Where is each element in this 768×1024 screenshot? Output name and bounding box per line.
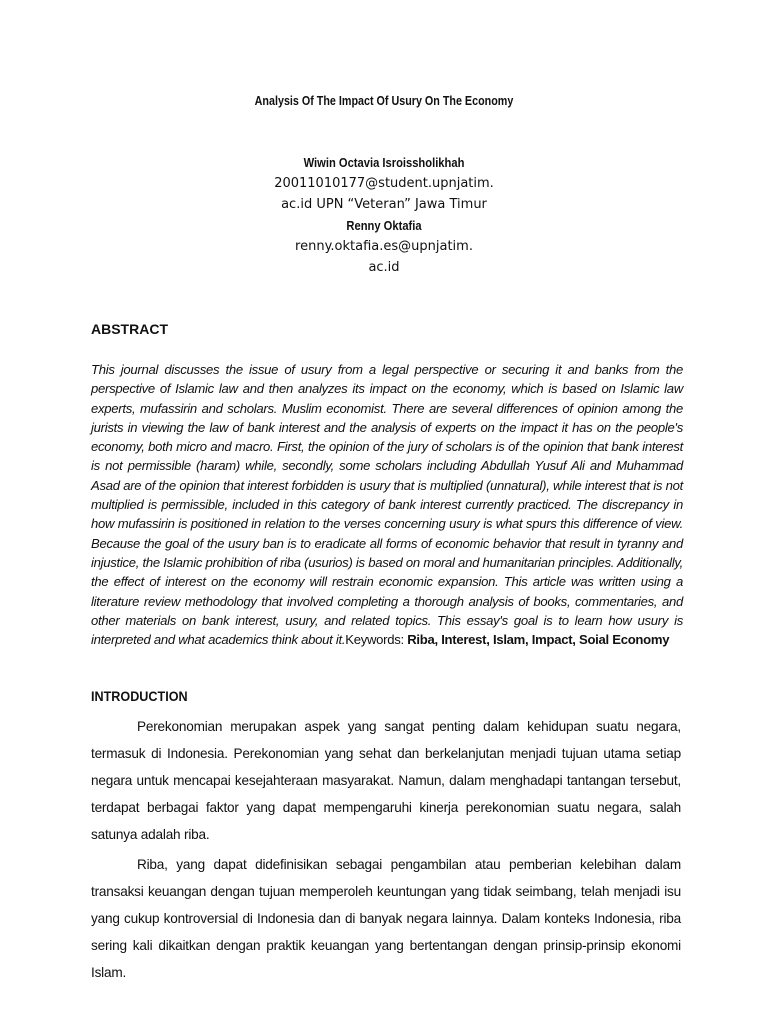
author-name-2: Renny Oktafia bbox=[346, 218, 422, 233]
abstract-body bbox=[91, 360, 683, 649]
author-name-1: Wiwin Octavia Isroissholikhah bbox=[303, 155, 465, 170]
abstract-text: This journal discusses the issue of usury from a legal perspective or securing it and banks from the perspective of Islamic law and then analyzes its impact on the economy, which is based on Islamic law experts, mufassirin and scholars. Muslim economist. There are several differences of opinion among the jurists in viewing the law of bank interest and the analysis of experts on the impact it has on the people's economy, both micro and macro. First, the opinion of the jury of scholars is of the opinion that bank interest is not permissible (haram) while, secondly, some scholars including Abdullah Yusuf Ali and Muhammad Asad are of the opinion that interest forbidden is usury that is multiplied (unnatural), while interest that is not multiplied is permissible, included in this category of bank interest currently practiced. The discrepancy in how mufassirin is positioned in relation to the verses concerning usury is what spurs this difference of view. Because the goal of the usury ban is to eradicate all forms of economic behavior that result in tyranny and injustice, the Islamic prohibition of riba (usurios) is based on moral and humanitarian principles. Additionally, the effect of interest on the economy will restrain economic expansion. This article was written using a literature review methodology that involved completing a thorough analysis of books, commentaries, and other materials on bank interest, usury, and related topics. This essay's goal is to learn how usury is interpreted and what academics think about it. bbox=[91, 362, 683, 648]
author-email-line: renny.oktafia.es@upnjatim. bbox=[295, 239, 473, 254]
abstract-heading: ABSTRACT bbox=[91, 321, 168, 337]
author-email-line: ac.id bbox=[368, 260, 400, 275]
author-block bbox=[0, 153, 768, 278]
introduction-paragraph: Riba, yang dapat didefinisikan sebagai pengambilan atau pemberian kelebihan dalam transaksi keuangan dengan tujuan memperoleh keuntungan yang tidak seimbang, telah menjadi isu yang cukup kontroversial di Indonesia dan di banyak negara lainnya. Dalam konteks Indonesia, riba sering kali dikaitkan dengan praktik keuangan yang bertentangan dengan prinsip-prinsip ekonomi Islam. bbox=[91, 857, 681, 980]
author-affiliation-line: 20011010177@student.upnjatim. bbox=[274, 176, 494, 191]
paper-title: Analysis Of The Impact Of Usury On The Economy bbox=[254, 94, 514, 108]
introduction-paragraph: Perekonomian merupakan aspek yang sangat penting dalam kehidupan suatu negara, termasuk di Indonesia. Perekonomian yang sehat dan berkelanjutan menjadi tujuan utama setiap negara untuk mencapai kesejahteraan masyarakat. Namun, dalam menghadapi tantangan tersebut, terdapat berbagai faktor yang dapat mempengaruhi kinerja perekonomian suatu negara, salah satunya adalah riba. bbox=[91, 719, 681, 842]
keywords-label: Keywords: bbox=[345, 632, 408, 648]
introduction-heading: INTRODUCTION bbox=[91, 688, 188, 704]
author-affiliation-line: ac.id UPN “Veteran” Jawa Timur bbox=[281, 197, 487, 212]
introduction-body bbox=[91, 713, 681, 986]
keywords-values: Riba, Interest, Islam, Impact, Soial Economy bbox=[407, 632, 670, 648]
